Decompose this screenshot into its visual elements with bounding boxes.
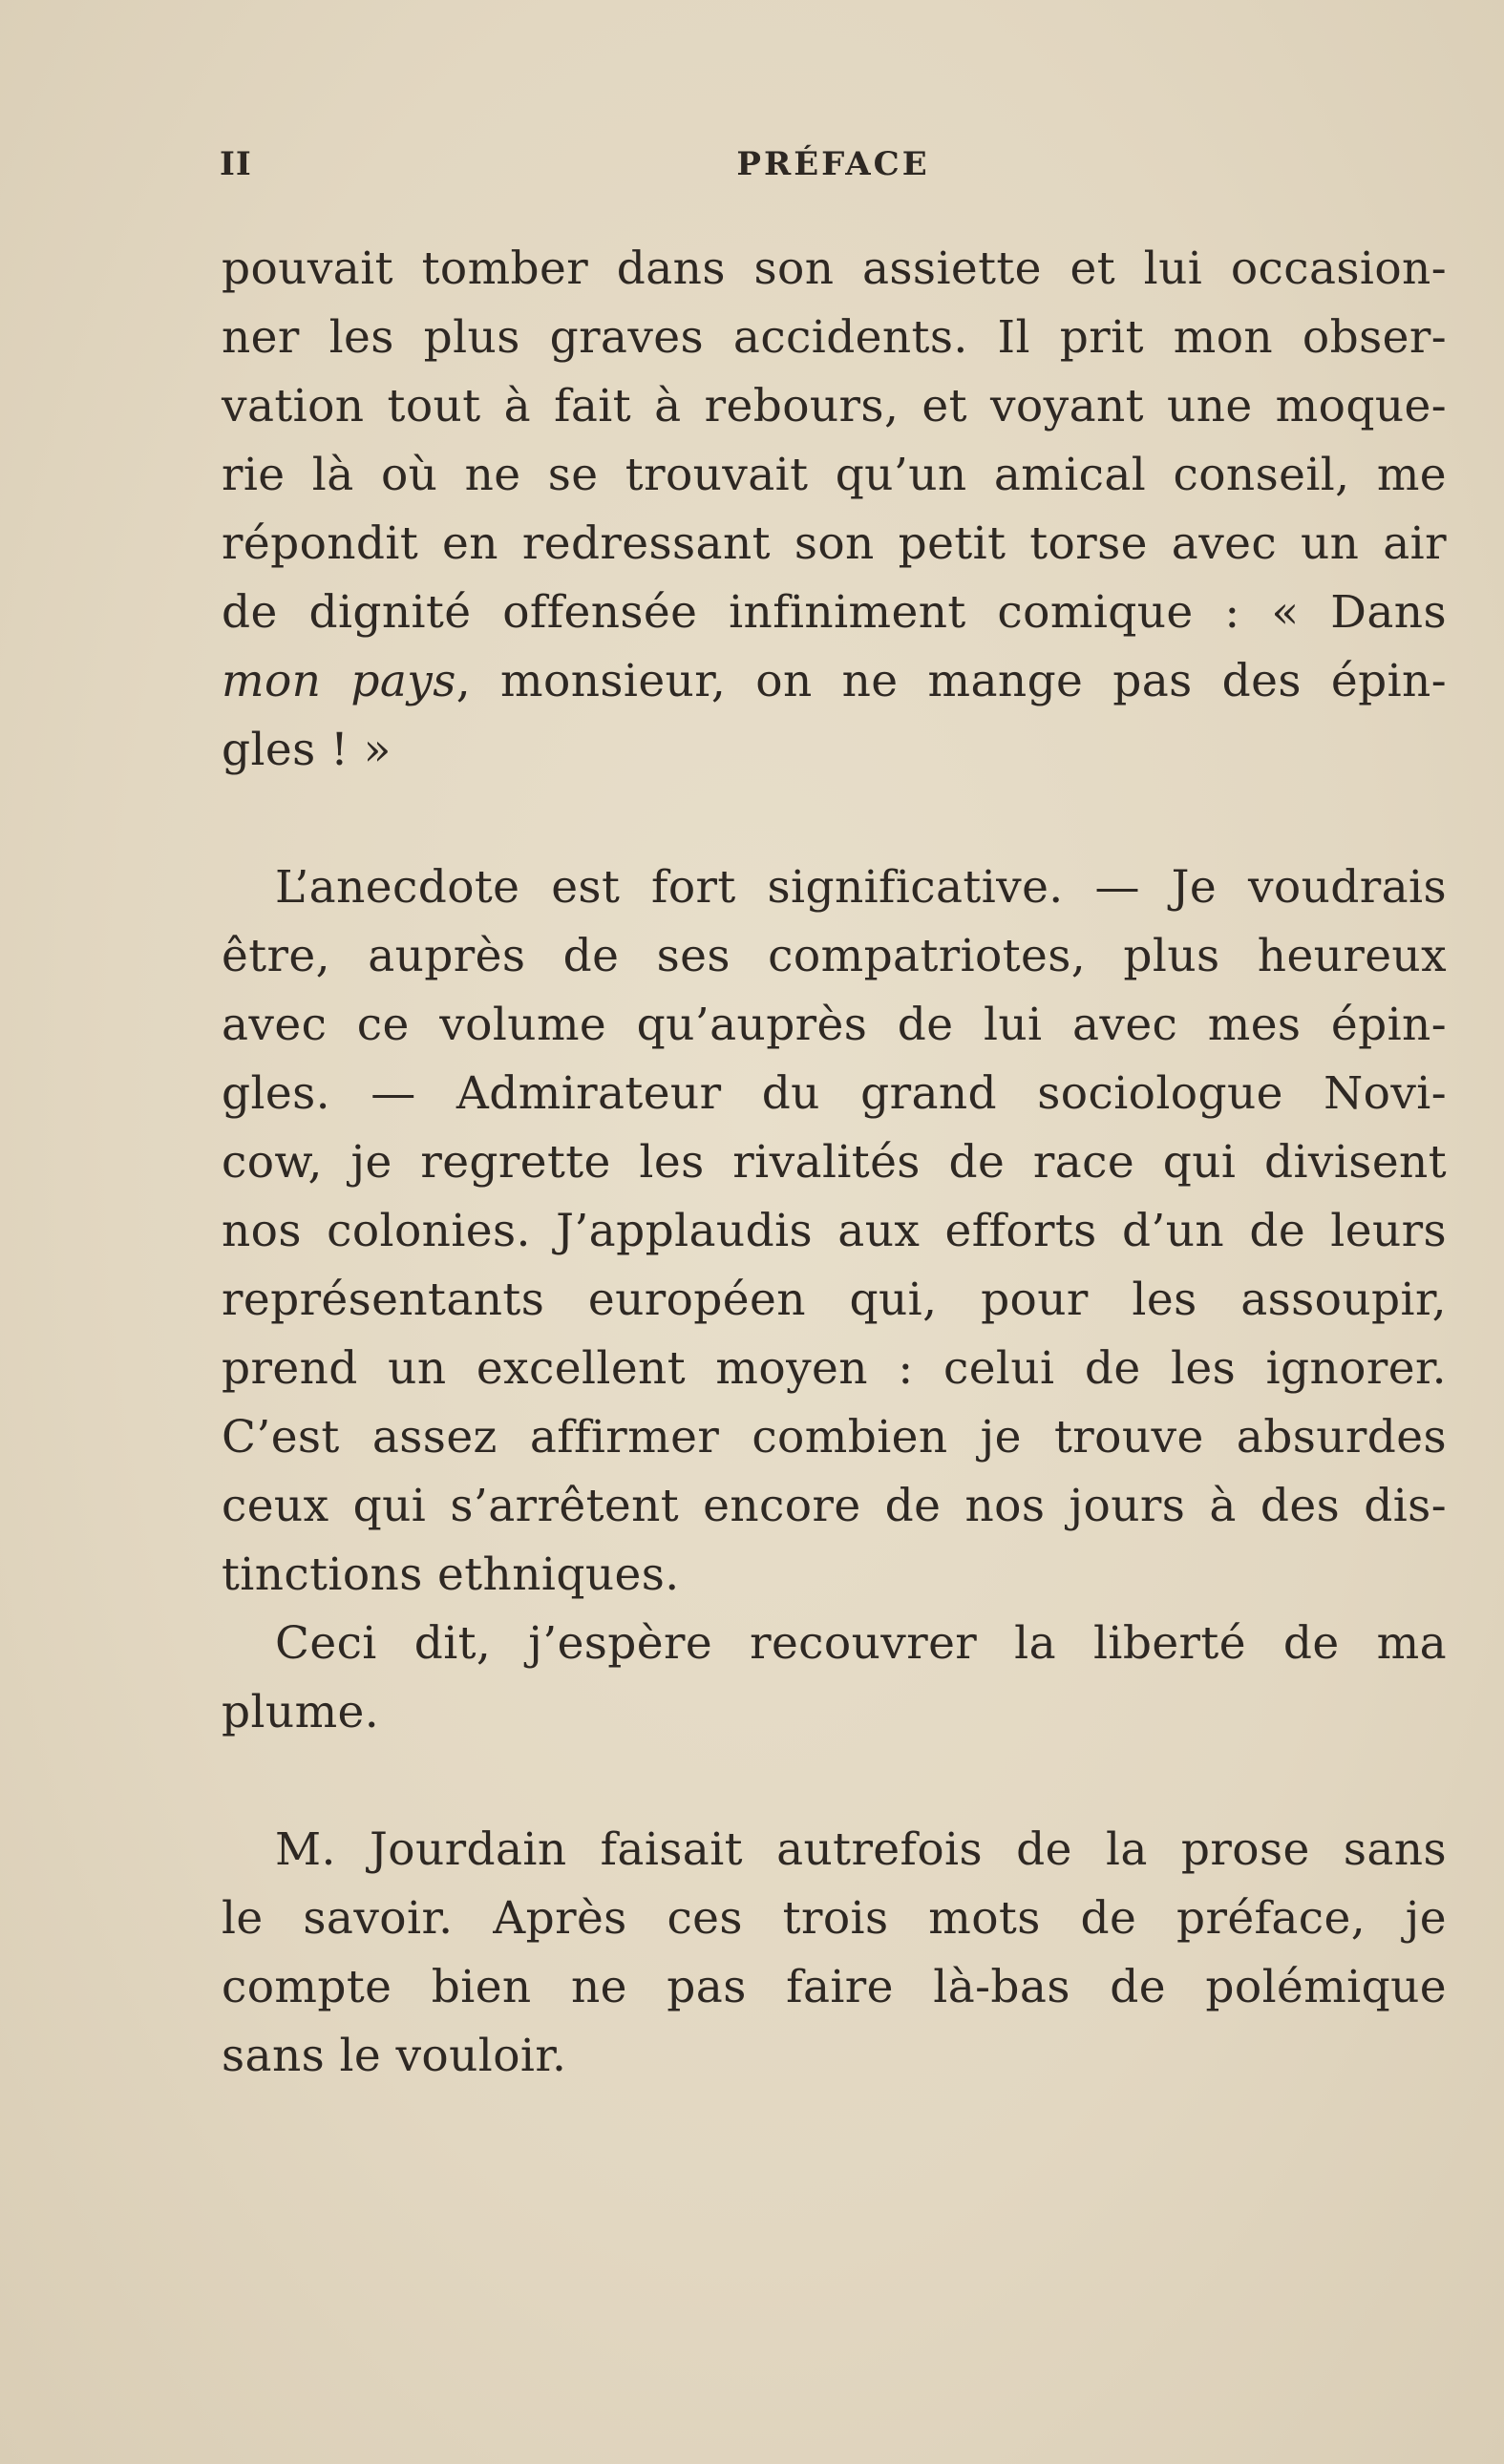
paragraph-gap	[222, 1747, 1447, 1816]
text-line: prend un excellent moyen : celui de les ignorer.	[222, 1342, 1447, 1395]
text-line: gles ! »	[222, 724, 392, 776]
text-line: pouvait tomber dans son assiette et lui occasion-	[222, 242, 1447, 295]
text-line: gles. — Admirateur du grand sociologue Novi-	[222, 1067, 1447, 1120]
text-line: être, auprès de ses compatriotes, plus heureux	[222, 930, 1447, 982]
text-line: Ceci dit, j’espère recouvrer la liberté de ma	[275, 1617, 1447, 1670]
text-line: tinctions ethniques.	[222, 1548, 680, 1601]
text-line: le savoir. Après ces trois mots de préface, je	[222, 1892, 1447, 1945]
text-line: compte bien ne pas faire là-bas de polémique	[222, 1961, 1447, 2013]
text-line: avec ce volume qu’auprès de lui avec mes épin-	[222, 999, 1447, 1051]
text-line: C’est assez affirmer combien je trouve absurdes	[222, 1411, 1447, 1464]
text-line: M. Jourdain faisait autrefois de la prose sans	[275, 1823, 1447, 1876]
text-line: de dignité offensée infiniment comique : « Dans	[222, 586, 1447, 639]
text-line: L’anecdote est fort significative. — Je voudrais	[275, 861, 1447, 914]
body-text	[222, 235, 1447, 2091]
text-line: ner les plus graves accidents. Il prit mon obser-	[222, 311, 1447, 364]
text-line: plume.	[222, 1686, 380, 1738]
text-line: cow, je regrette les rivalités de race qui divisent	[222, 1136, 1447, 1189]
italic-quote: mon pays	[222, 655, 456, 707]
text-fragment: , monsieur, on ne mange pas des épin-	[455, 655, 1447, 707]
text-line	[222, 647, 1447, 716]
text-line: nos colonies. J’applaudis aux efforts d’un de leurs	[222, 1205, 1447, 1257]
text-line: vation tout à fait à rebours, et voyant une moque-	[222, 380, 1447, 432]
running-title: PRÉFACE	[736, 145, 930, 183]
running-head	[220, 145, 1447, 193]
paragraph-gap	[222, 785, 1447, 853]
text-line: ceux qui s’arrêtent encore de nos jours à des dis-	[222, 1480, 1447, 1532]
text-line: répondit en redressant son petit torse avec un air	[222, 517, 1447, 570]
text-line: représentants européen qui, pour les assoupir,	[222, 1274, 1447, 1326]
text-line: rie là où ne se trouvait qu’un amical conseil, me	[222, 449, 1447, 501]
page-number: II	[220, 145, 252, 183]
text-line: sans le vouloir.	[222, 2030, 567, 2082]
